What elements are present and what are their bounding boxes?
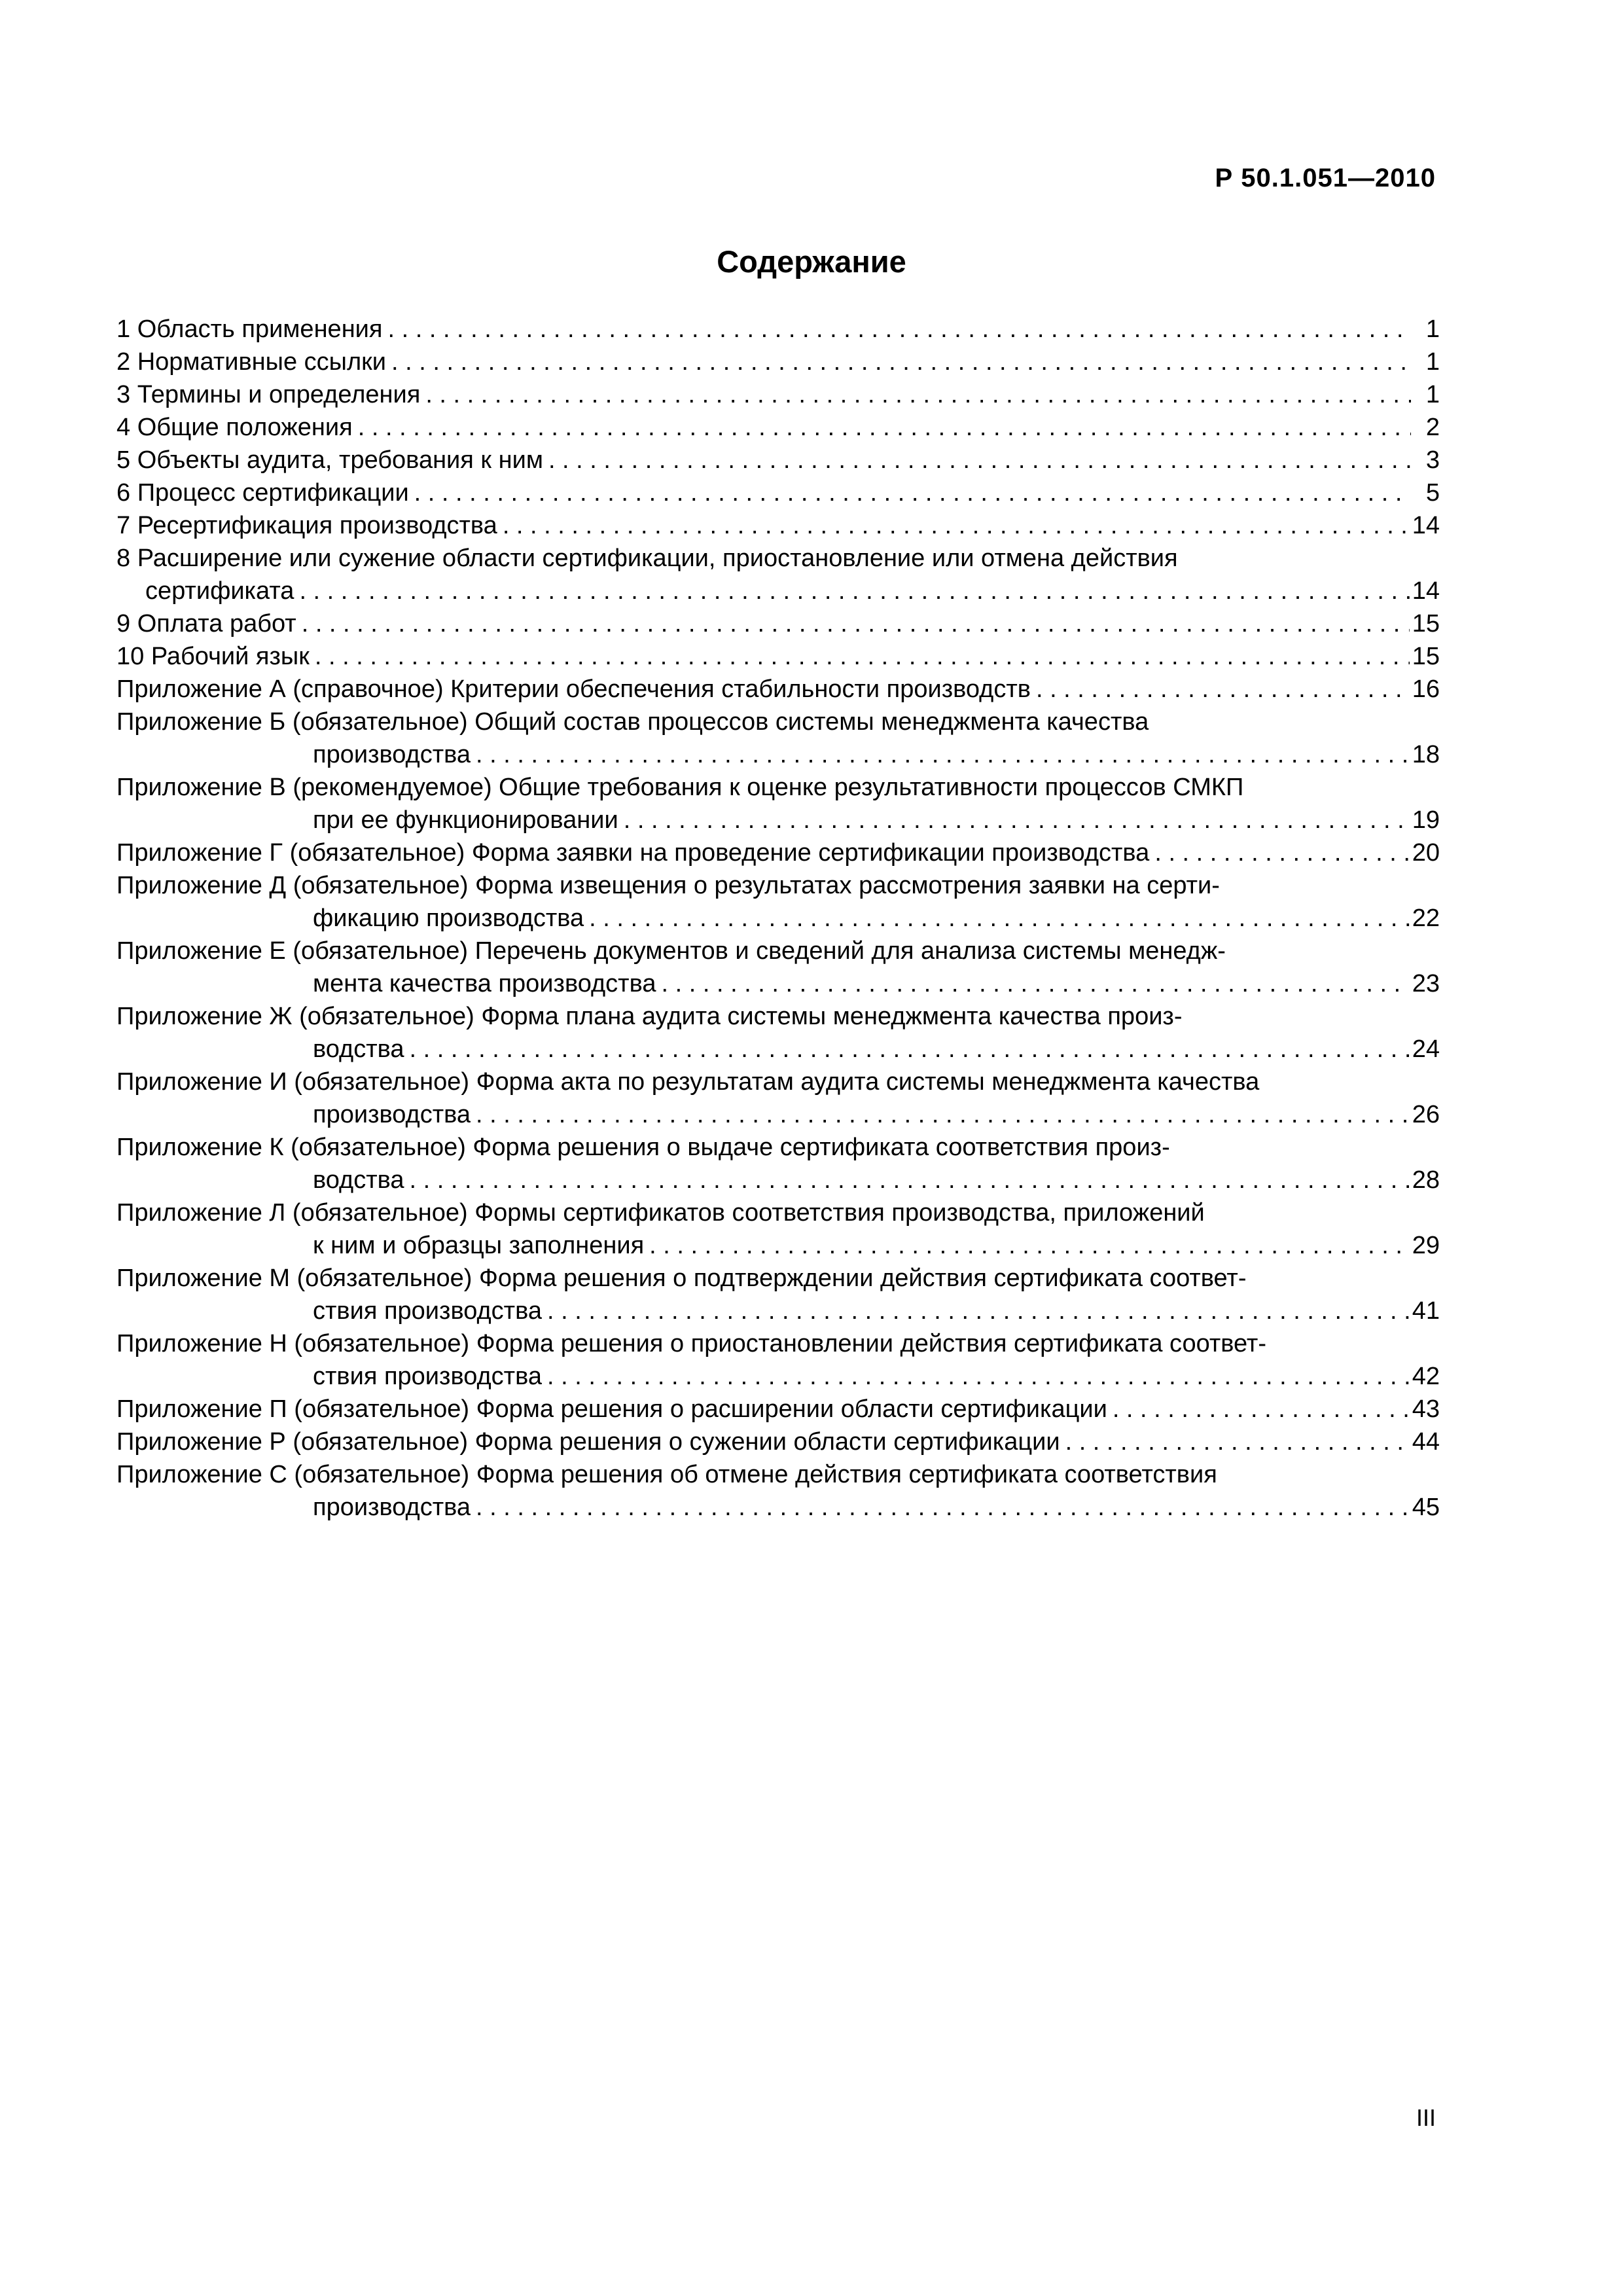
toc-page-number: 28 [1412,1166,1440,1194]
toc-entry-text: Приложение Р (обязательное) Форма решения о сужении области сертификации [116,1428,1060,1456]
toc-entry-text: 5 Объекты аудита, требования к ним [116,446,543,474]
toc-entry[interactable] [116,935,1440,1000]
toc-page-number: 2 [1425,414,1440,441]
page-number: III [1416,2104,1436,2131]
toc-entry-text: производства [313,1494,471,1521]
toc-entry[interactable] [116,476,1440,509]
toc-entry[interactable] [116,1066,1440,1131]
toc-entry[interactable] [116,1131,1440,1196]
toc-entry-line [116,902,1440,935]
toc-entry-text: производства [313,1101,471,1128]
toc-page-number: 19 [1412,806,1440,834]
dot-leader [387,313,1411,346]
toc-entry-line [116,967,1440,1000]
toc-entry-line [116,444,1440,476]
toc-entry-line [116,542,1440,575]
toc-entry-text: Приложение Ж (обязательное) Форма плана аудита системы менеджмента качества произ- [116,1003,1183,1030]
toc-entry-line [116,738,1440,771]
dot-leader [624,804,1410,836]
toc-entry-text: 3 Термины и определения [116,381,421,408]
toc-entry[interactable] [116,444,1440,476]
dot-leader [589,902,1410,935]
toc-entry-line [116,378,1440,411]
toc-entry-text: ствия производства [313,1363,542,1390]
toc-entry-line [116,1295,1440,1327]
toc-page-number: 15 [1412,643,1440,670]
toc-entry[interactable] [116,1000,1440,1066]
toc-entry-text: 7 Ресертификация производства [116,512,497,539]
toc-entry[interactable] [116,1393,1440,1426]
toc-entry-text: ствия производства [313,1297,542,1325]
toc-entry-line [116,1098,1440,1131]
dot-leader [1154,836,1409,869]
toc-entry-text: Приложение Н (обязательное) Форма решения о приостановлении действия сертификата соответ- [116,1330,1266,1357]
toc-entry-text: Приложение Г (обязательное) Форма заявки на проведение сертификации производства [116,839,1150,867]
toc-entry-text: водства [313,1166,404,1194]
toc-entry[interactable] [116,706,1440,771]
toc-entry-text: при ее функционировании [313,806,618,834]
toc-page-number: 14 [1412,577,1440,605]
toc-entry-text: Приложение Д (обязательное) Форма извещения о результатах рассмотрения заявки на серти- [116,872,1220,899]
dot-leader [302,607,1410,640]
toc-entry-line [116,1033,1440,1066]
toc-page-number: 24 [1412,1035,1440,1063]
toc-entry-line [116,1000,1440,1033]
toc-entry-line [116,1393,1440,1426]
toc-entry-text: 9 Оплата работ [116,610,296,637]
dot-leader [1036,673,1410,706]
toc-entry-text: 2 Нормативные ссылки [116,348,386,376]
toc-entry-text: к ним и образцы заполнения [313,1232,645,1259]
toc-entry-line [116,1458,1440,1491]
dot-leader [547,1295,1410,1327]
toc-page-number: 43 [1412,1395,1440,1423]
dot-leader [649,1229,1410,1262]
toc-entry-line [116,771,1440,804]
toc-page-number: 42 [1412,1363,1440,1390]
dot-leader [425,378,1411,411]
toc-page-number: 20 [1412,839,1440,867]
toc-entry[interactable] [116,836,1440,869]
toc-page-number: 29 [1412,1232,1440,1259]
dot-leader [358,411,1411,444]
toc-page-number: 23 [1412,970,1440,997]
toc-entry[interactable] [116,869,1440,935]
toc-entry-line [116,476,1440,509]
toc-entry-text: фикацию производства [313,905,584,932]
toc-entry-text: Приложение И (обязательное) Форма акта по результатам аудита системы менеджмента качества [116,1068,1260,1096]
toc-entry[interactable] [116,1196,1440,1262]
page-title: Содержание [717,244,906,279]
toc-entry[interactable] [116,411,1440,444]
toc-page-number: 41 [1412,1297,1440,1325]
toc-entry-text: Приложение П (обязательное) Форма решения о расширении области сертификации [116,1395,1107,1423]
toc-page-number: 14 [1412,512,1440,539]
toc-entry-text: 1 Область применения [116,315,383,343]
toc-entry[interactable] [116,1262,1440,1327]
toc-entry[interactable] [116,509,1440,542]
dot-leader [503,509,1410,542]
toc-entry[interactable] [116,1426,1440,1458]
table-of-contents [116,313,1440,1524]
toc-page-number: 1 [1425,348,1440,376]
toc-entry-line [116,1426,1440,1458]
dot-leader [299,575,1409,607]
toc-page-number: 45 [1412,1494,1440,1521]
toc-entry-line [116,509,1440,542]
toc-entry-text: производства [313,741,471,768]
toc-entry[interactable] [116,542,1440,607]
dot-leader [548,444,1411,476]
toc-entry-line [116,640,1440,673]
toc-entry-text: 6 Процесс сертификации [116,479,409,507]
dot-leader [547,1360,1410,1393]
dot-leader [1113,1393,1410,1426]
toc-entry-text: 8 Расширение или сужение области сертификации, приостановление или отмена действия [116,545,1178,572]
toc-entry-text: мента качества производства [313,970,656,997]
dot-leader [391,346,1411,378]
toc-entry-text: Приложение А (справочное) Критерии обеспечения стабильности производств [116,675,1031,703]
toc-entry-text: Приложение К (обязательное) Форма решения о выдаче сертификата соответствия произ- [116,1134,1170,1161]
toc-entry-text: водства [313,1035,404,1063]
dot-leader [410,1033,1410,1066]
dot-leader [315,640,1410,673]
toc-entry-line [116,706,1440,738]
toc-entry-line [116,1491,1440,1524]
dot-leader [476,738,1410,771]
toc-entry-text: Приложение М (обязательное) Форма решения о подтверждении действия сертификата соответ- [116,1265,1247,1292]
toc-entry-line [116,346,1440,378]
toc-entry-line [116,1196,1440,1229]
dot-leader [410,1164,1410,1196]
toc-entry-text: Приложение В (рекомендуемое) Общие требования к оценке результативности процессов СМКП [116,774,1244,801]
toc-entry[interactable] [116,607,1440,640]
toc-entry-text: Приложение С (обязательное) Форма решения об отмене действия сертификата соответствия [116,1461,1217,1488]
toc-entry[interactable] [116,378,1440,411]
toc-entry-line [116,1164,1440,1196]
toc-entry-line [116,1131,1440,1164]
dot-leader [414,476,1411,509]
toc-entry[interactable] [116,1327,1440,1393]
toc-page-number: 1 [1425,381,1440,408]
dot-leader [476,1098,1410,1131]
toc-entry-line [116,1229,1440,1262]
toc-entry-line [116,313,1440,346]
toc-entry-line [116,935,1440,967]
toc-entry-text: 4 Общие положения [116,414,353,441]
toc-entry[interactable] [116,346,1440,378]
toc-entry-line [116,673,1440,706]
toc-entry-line [116,869,1440,902]
dot-leader [1065,1426,1410,1458]
toc-entry-text: сертификата [145,577,294,605]
toc-entry[interactable] [116,313,1440,346]
toc-entry-line [116,1360,1440,1393]
toc-entry-line [116,836,1440,869]
toc-page-number: 1 [1425,315,1440,343]
toc-page-number: 16 [1412,675,1440,703]
dot-leader [662,967,1410,1000]
toc-page-number: 26 [1412,1101,1440,1128]
toc-page-number: 44 [1412,1428,1440,1456]
toc-entry-line [116,804,1440,836]
toc-entry[interactable] [116,1458,1440,1524]
toc-page-number: 18 [1412,741,1440,768]
toc-entry-line [116,1066,1440,1098]
toc-entry[interactable] [116,771,1440,836]
document-code: Р 50.1.051—2010 [1215,164,1436,192]
toc-entry[interactable] [116,673,1440,706]
dot-leader [476,1491,1410,1524]
toc-page-number: 3 [1425,446,1440,474]
toc-entry-text: 10 Рабочий язык [116,643,310,670]
toc-entry[interactable] [116,640,1440,673]
toc-page-number: 22 [1412,905,1440,932]
toc-entry-line [116,1327,1440,1360]
toc-entry-text: Приложение Л (обязательное) Формы сертификатов соответствия производства, приложений [116,1199,1205,1227]
toc-entry-line [116,575,1440,607]
toc-page-number: 15 [1412,610,1440,637]
toc-entry-line [116,1262,1440,1295]
toc-entry-text: Приложение Е (обязательное) Перечень документов и сведений для анализа системы менедж- [116,937,1226,965]
toc-entry-line [116,607,1440,640]
toc-entry-text: Приложение Б (обязательное) Общий состав процессов системы менеджмента качества [116,708,1149,736]
toc-page-number: 5 [1425,479,1440,507]
toc-entry-line [116,411,1440,444]
